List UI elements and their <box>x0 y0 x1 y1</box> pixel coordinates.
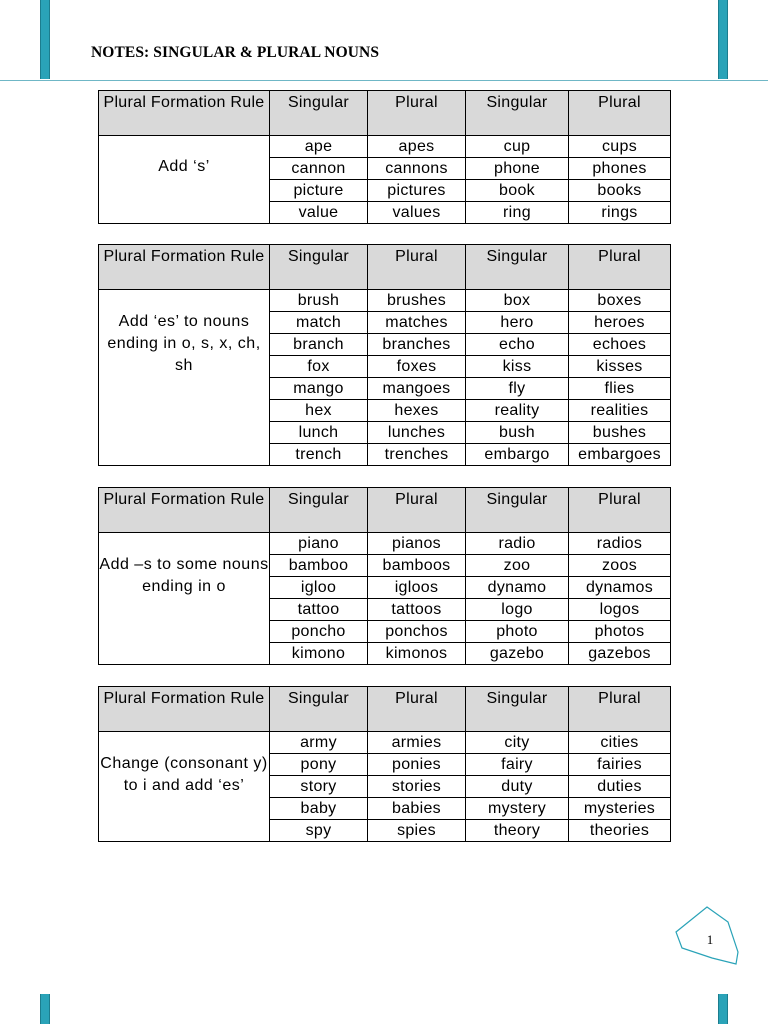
plural-word: kisses <box>569 356 671 378</box>
plural-rule-table-4 <box>98 686 671 842</box>
header-singular: Singular <box>466 245 569 290</box>
singular-word: tattoo <box>270 599 368 621</box>
plural-word: radios <box>569 533 671 555</box>
singular-word: city <box>466 732 569 754</box>
singular-word: zoo <box>466 555 569 577</box>
plural-word: pianos <box>368 533 466 555</box>
singular-word: cup <box>466 136 569 158</box>
singular-word: fairy <box>466 754 569 776</box>
plural-rule-table-1 <box>98 90 671 224</box>
singular-word: radio <box>466 533 569 555</box>
plural-rule-table-3 <box>98 487 671 665</box>
plural-word: spies <box>368 820 466 842</box>
plural-word: mysteries <box>569 798 671 820</box>
singular-word: embargo <box>466 444 569 466</box>
singular-word: bush <box>466 422 569 444</box>
singular-word: story <box>270 776 368 798</box>
plural-word: bushes <box>569 422 671 444</box>
plural-rule-table-2 <box>98 244 671 466</box>
plural-word: cups <box>569 136 671 158</box>
header-rule: Plural Formation Rule <box>99 245 270 290</box>
singular-word: echo <box>466 334 569 356</box>
plural-word: books <box>569 180 671 202</box>
plural-word: foxes <box>368 356 466 378</box>
table-row <box>99 732 671 754</box>
header-plural: Plural <box>368 245 466 290</box>
plural-word: realities <box>569 400 671 422</box>
plural-word: tattoos <box>368 599 466 621</box>
singular-word: box <box>466 290 569 312</box>
singular-word: branch <box>270 334 368 356</box>
table-header-row <box>99 245 671 290</box>
top-right-accent-bar <box>718 0 728 79</box>
header-singular: Singular <box>466 488 569 533</box>
singular-word: pony <box>270 754 368 776</box>
singular-word: theory <box>466 820 569 842</box>
singular-word: bamboo <box>270 555 368 577</box>
rule-description: Add –s to some nouns ending in o <box>99 533 270 665</box>
singular-word: army <box>270 732 368 754</box>
plural-word: echoes <box>569 334 671 356</box>
plural-word: boxes <box>569 290 671 312</box>
header-rule: Plural Formation Rule <box>99 488 270 533</box>
top-left-accent-bar <box>40 0 50 79</box>
plural-word: rings <box>569 202 671 224</box>
header-plural: Plural <box>569 687 671 732</box>
bottom-right-accent-bar <box>718 994 728 1024</box>
page-title: NOTES: SINGULAR & PLURAL NOUNS <box>91 44 380 61</box>
plural-word: embargoes <box>569 444 671 466</box>
plural-word: brushes <box>368 290 466 312</box>
page-number: 1 <box>706 932 714 947</box>
plural-word: branches <box>368 334 466 356</box>
plural-word: phones <box>569 158 671 180</box>
singular-word: lunch <box>270 422 368 444</box>
header-plural: Plural <box>569 245 671 290</box>
singular-word: duty <box>466 776 569 798</box>
singular-word: reality <box>466 400 569 422</box>
header-singular: Singular <box>270 245 368 290</box>
plural-word: flies <box>569 378 671 400</box>
singular-word: phone <box>466 158 569 180</box>
singular-word: poncho <box>270 621 368 643</box>
singular-word: piano <box>270 533 368 555</box>
bottom-left-accent-bar <box>40 994 50 1024</box>
header-singular: Singular <box>466 91 569 136</box>
rule-description: Add ‘es’ to nouns ending in o, s, x, ch, sh <box>99 290 270 466</box>
header-singular: Singular <box>270 687 368 732</box>
plural-word: ponies <box>368 754 466 776</box>
plural-word: gazebos <box>569 643 671 665</box>
table-header-row <box>99 488 671 533</box>
header-singular: Singular <box>270 91 368 136</box>
singular-word: photo <box>466 621 569 643</box>
header-plural: Plural <box>368 488 466 533</box>
plural-word: babies <box>368 798 466 820</box>
plural-word: photos <box>569 621 671 643</box>
header-rule: Plural Formation Rule <box>99 91 270 136</box>
plural-word: duties <box>569 776 671 798</box>
plural-word: zoos <box>569 555 671 577</box>
table-row <box>99 533 671 555</box>
singular-word: ape <box>270 136 368 158</box>
singular-word: book <box>466 180 569 202</box>
header-divider <box>0 80 768 81</box>
plural-word: igloos <box>368 577 466 599</box>
singular-word: hero <box>466 312 569 334</box>
plural-word: ponchos <box>368 621 466 643</box>
table-header-row <box>99 91 671 136</box>
singular-word: ring <box>466 202 569 224</box>
singular-word: dynamo <box>466 577 569 599</box>
singular-word: brush <box>270 290 368 312</box>
plural-word: pictures <box>368 180 466 202</box>
singular-word: baby <box>270 798 368 820</box>
table-row <box>99 136 671 158</box>
singular-word: cannon <box>270 158 368 180</box>
singular-word: mystery <box>466 798 569 820</box>
header-singular: Singular <box>466 687 569 732</box>
plural-word: bamboos <box>368 555 466 577</box>
singular-word: fly <box>466 378 569 400</box>
singular-word: kimono <box>270 643 368 665</box>
plural-word: apes <box>368 136 466 158</box>
plural-word: trenches <box>368 444 466 466</box>
rule-description: Change (consonant y) to i and add ‘es’ <box>99 732 270 842</box>
singular-word: logo <box>466 599 569 621</box>
header-rule: Plural Formation Rule <box>99 687 270 732</box>
plural-word: logos <box>569 599 671 621</box>
header-plural: Plural <box>368 91 466 136</box>
plural-word: dynamos <box>569 577 671 599</box>
header-plural: Plural <box>368 687 466 732</box>
singular-word: hex <box>270 400 368 422</box>
singular-word: trench <box>270 444 368 466</box>
singular-word: fox <box>270 356 368 378</box>
plural-word: armies <box>368 732 466 754</box>
header-plural: Plural <box>569 91 671 136</box>
plural-word: matches <box>368 312 466 334</box>
singular-word: gazebo <box>466 643 569 665</box>
table-row <box>99 290 671 312</box>
singular-word: igloo <box>270 577 368 599</box>
plural-word: heroes <box>569 312 671 334</box>
plural-word: cities <box>569 732 671 754</box>
plural-word: mangoes <box>368 378 466 400</box>
plural-word: kimonos <box>368 643 466 665</box>
rule-description: Add ‘s’ <box>99 136 270 224</box>
plural-word: theories <box>569 820 671 842</box>
header-singular: Singular <box>270 488 368 533</box>
plural-word: fairies <box>569 754 671 776</box>
plural-word: stories <box>368 776 466 798</box>
singular-word: mango <box>270 378 368 400</box>
plural-word: cannons <box>368 158 466 180</box>
plural-word: hexes <box>368 400 466 422</box>
plural-word: lunches <box>368 422 466 444</box>
singular-word: picture <box>270 180 368 202</box>
plural-word: values <box>368 202 466 224</box>
singular-word: value <box>270 202 368 224</box>
header-plural: Plural <box>569 488 671 533</box>
singular-word: kiss <box>466 356 569 378</box>
singular-word: match <box>270 312 368 334</box>
table-header-row <box>99 687 671 732</box>
singular-word: spy <box>270 820 368 842</box>
